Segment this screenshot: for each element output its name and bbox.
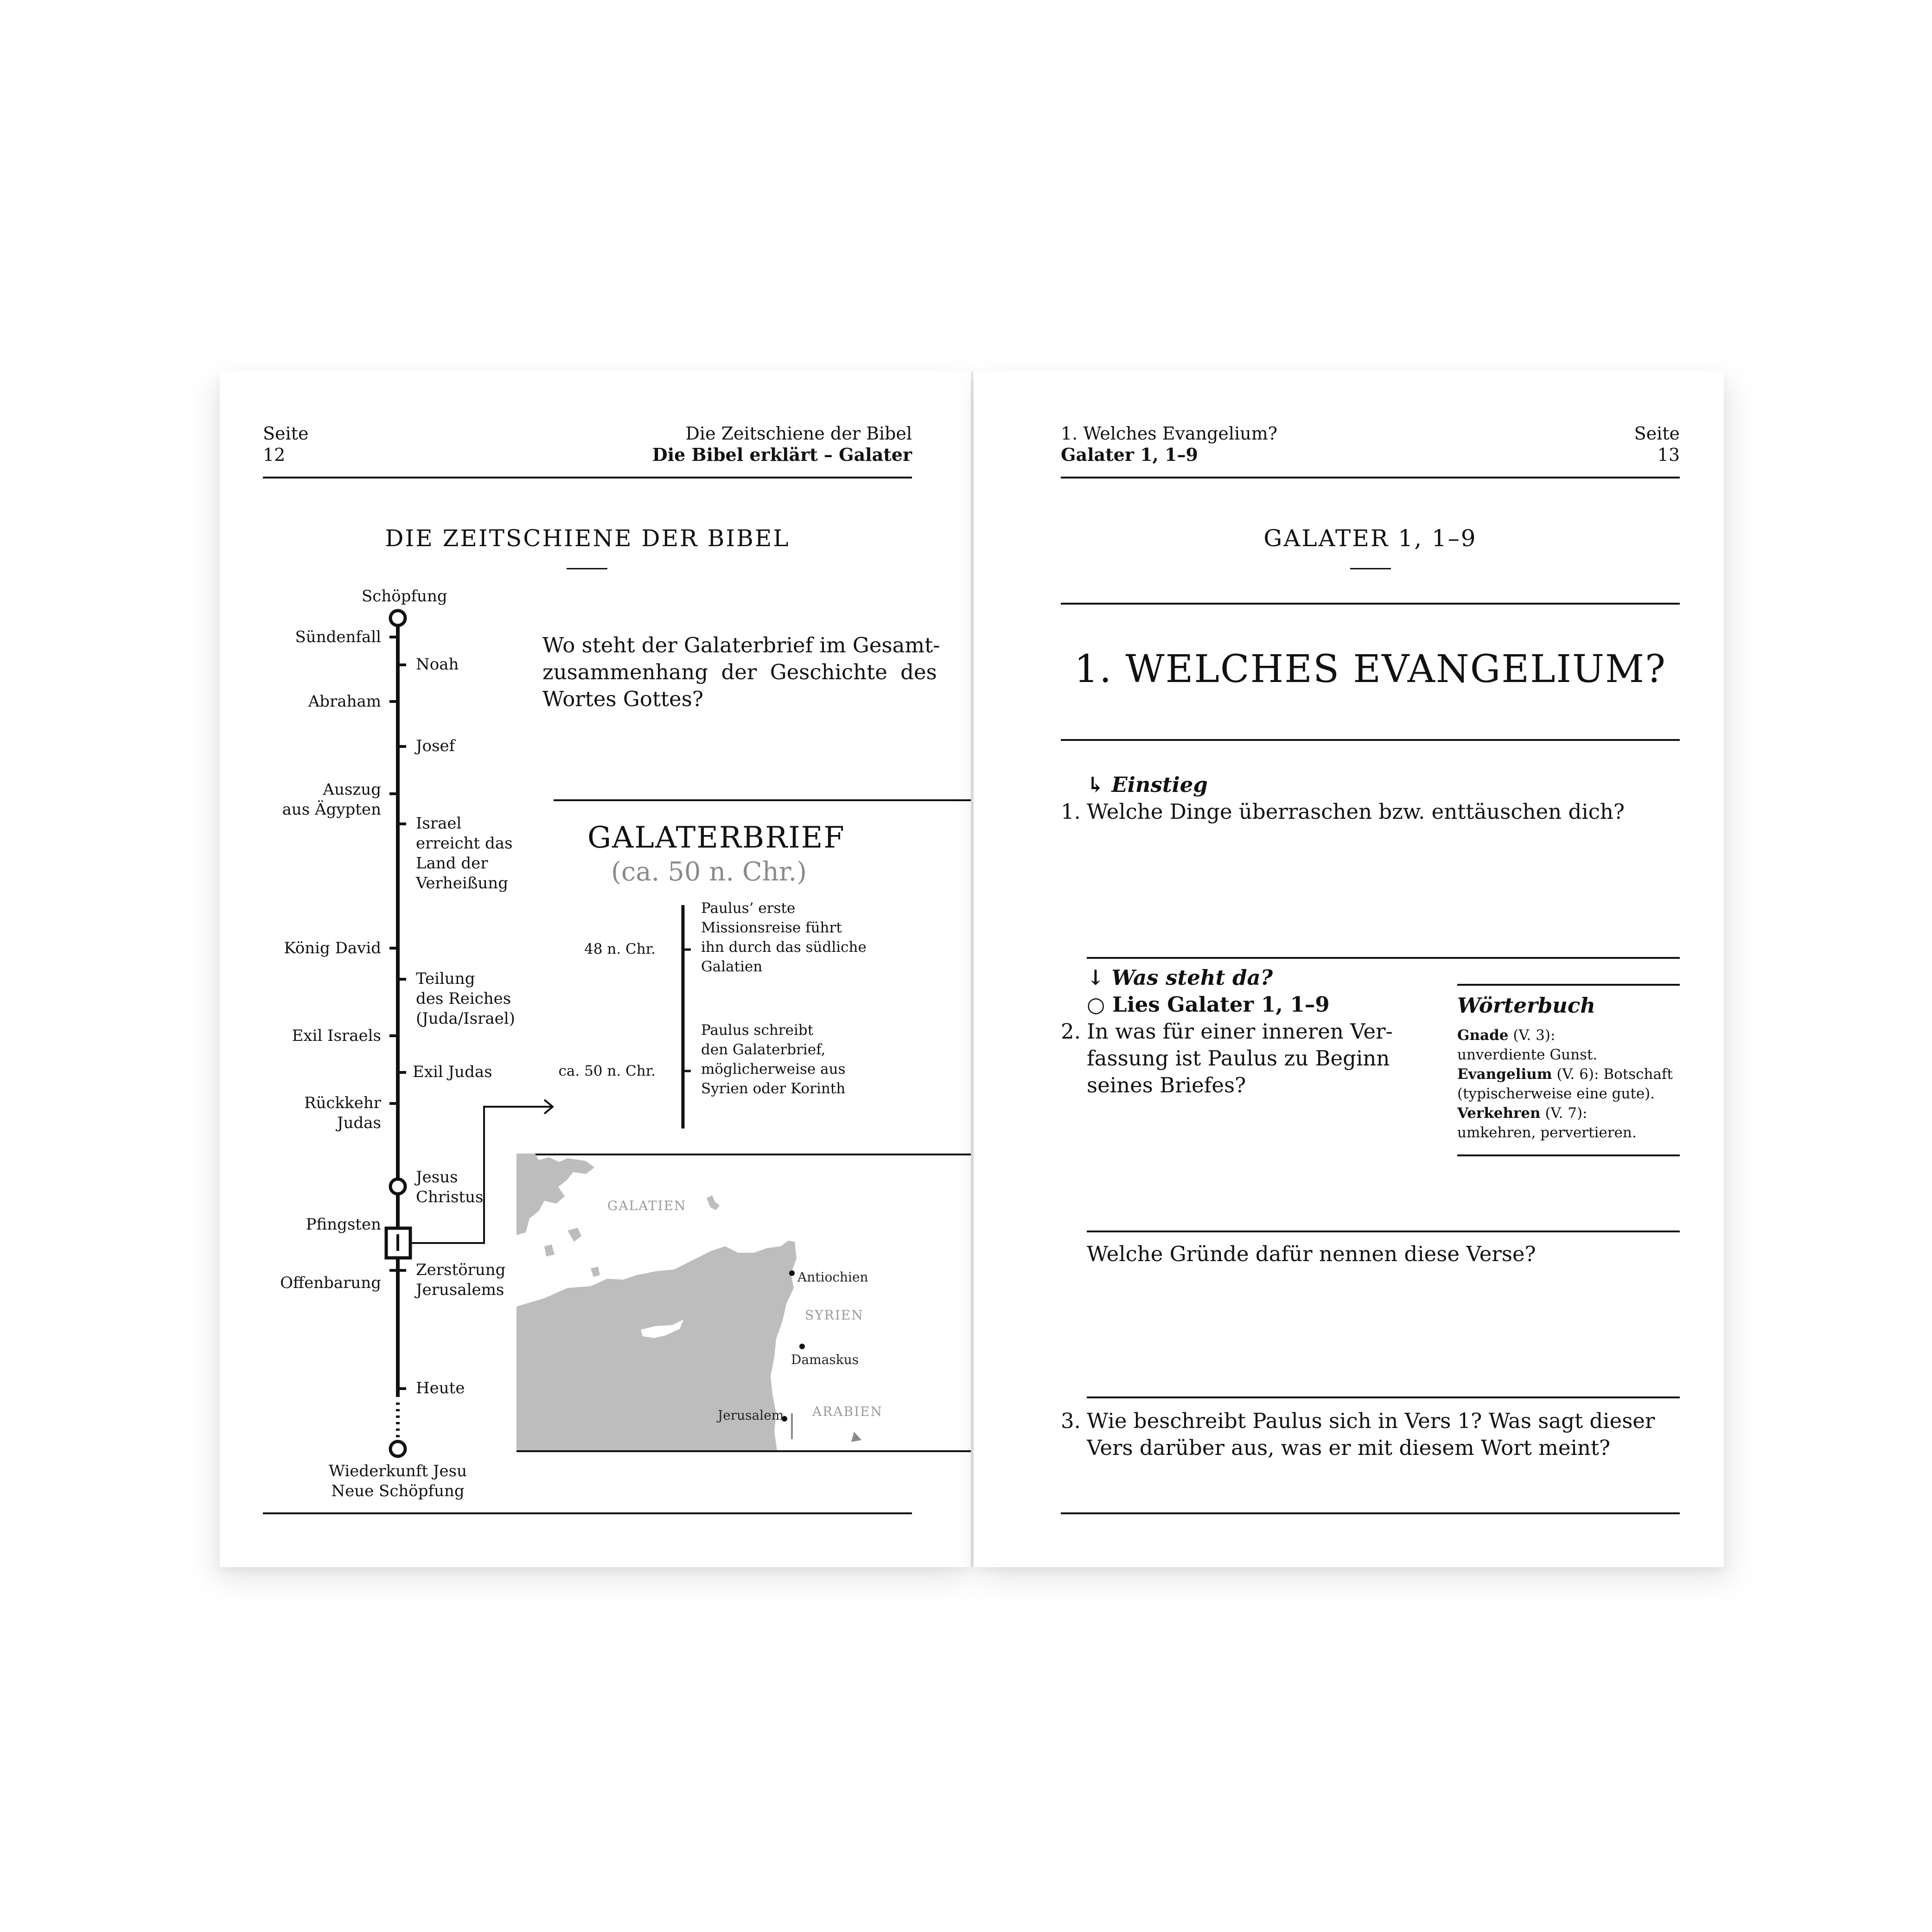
q1-text: Welche Dinge überraschen bzw. enttäuschen dich?: [1087, 799, 1625, 824]
left-page: [220, 371, 971, 1567]
tl-teilung-2: des Reiches: [416, 989, 511, 1008]
woerterbuch-def-3: umkehren, pervertieren.: [1457, 1124, 1637, 1141]
tl-offenbarung: Offenbarung: [280, 1274, 381, 1292]
timeline-bottom-1: Wiederkunft Jesu: [328, 1462, 467, 1480]
tl-noah: Noah: [416, 655, 459, 674]
marker-wiederkunft: [390, 1441, 405, 1456]
reasons-rule: [1087, 1231, 1680, 1232]
woerterbuch-heading: Wörterbuch: [1457, 993, 1596, 1018]
main-title: 1. WELCHES EVANGELIUM?: [1074, 647, 1666, 691]
was-steht-da-heading: ↓ Was steht da?: [1087, 965, 1273, 990]
running-subtitle: Die Bibel erklärt – Galater: [652, 444, 912, 465]
tl-teilung-1: Teilung: [416, 969, 475, 988]
page-number: 13: [1657, 445, 1680, 465]
read-checkbox-label[interactable]: ○ Lies Galater 1, 1–9: [1087, 992, 1330, 1017]
tl-auszug-2: aus Ägypten: [282, 800, 381, 819]
tl-david: König David: [284, 939, 381, 957]
page-label: Seite: [1634, 423, 1680, 444]
footer-rule: [1061, 1512, 1680, 1514]
woerterbuch-entry-3: Verkehren (V. 7):: [1457, 1105, 1588, 1122]
running-subtitle: Galater 1, 1–9: [1061, 444, 1198, 465]
map-city-damaskus: Damaskus: [791, 1352, 859, 1367]
tl-rueckkehr-2: Judas: [337, 1114, 381, 1132]
tl-suendenfall: Sündenfall: [295, 628, 381, 646]
was-steht-da-rule: [1087, 957, 1680, 959]
woerterbuch-top-rule: [1457, 984, 1680, 986]
page-label: Seite: [263, 423, 309, 444]
right-page: [974, 371, 1724, 1567]
tl-pfingsten: Pfingsten: [306, 1215, 381, 1234]
question-line-2: zusammenhang der Geschichte des: [542, 660, 937, 684]
map-label-syrien: SYRIEN: [805, 1307, 864, 1323]
header-rule: [1061, 477, 1680, 478]
page-number: 12: [263, 445, 286, 465]
tl-exil-judas: Exil Judas: [413, 1063, 492, 1081]
event2-line-1: Paulus schreibt: [701, 1022, 814, 1039]
galaterbrief-title: GALATERBRIEF: [587, 821, 845, 855]
tl-israel-1: Israel: [416, 814, 462, 833]
map-city-antiochien: Antiochien: [797, 1269, 868, 1285]
title-top-rule: [1061, 603, 1680, 605]
event1-date: 48 n. Chr.: [584, 941, 656, 957]
tl-zerstoerung-2: Jerusalems: [416, 1281, 504, 1299]
tl-abraham: Abraham: [308, 692, 381, 711]
galaterbrief-date: (ca. 50 n. Chr.): [611, 857, 807, 887]
section-title: GALATER 1, 1–9: [1263, 525, 1477, 552]
event2-line-4: Syrien oder Korinth: [701, 1080, 846, 1097]
q2-line-3: seines Briefes?: [1087, 1073, 1246, 1097]
tl-zerstoerung-1: Zerstörung: [416, 1261, 506, 1279]
tl-heute: Heute: [416, 1379, 465, 1397]
q-reasons: Welche Gründe dafür nennen diese Verse?: [1087, 1242, 1536, 1266]
timeline-top-label: Schöpfung: [362, 587, 447, 606]
tl-israel-2: erreicht das: [416, 834, 513, 853]
tl-teilung-3: (Juda/Israel): [416, 1009, 515, 1028]
event1-line-1: Paulus’ erste: [701, 900, 796, 917]
woerterbuch-bottom-rule: [1457, 1154, 1680, 1156]
timeline-bottom-2: Neue Schöpfung: [331, 1482, 465, 1500]
marker-jesus: [390, 1179, 405, 1194]
einstieg-heading: ↳ Einstieg: [1087, 772, 1208, 797]
q3-line-2: Vers darüber aus, was er mit diesem Wort meint?: [1087, 1435, 1611, 1460]
question-line-3: Wortes Gottes?: [542, 687, 703, 711]
tl-exil-israels: Exil Israels: [292, 1027, 381, 1045]
map-label-galatien: GALATIEN: [607, 1198, 687, 1213]
woerterbuch-def-1: unverdiente Gunst.: [1457, 1046, 1598, 1063]
event1-line-4: Galatien: [701, 958, 763, 975]
event1-line-2: Missionsreise führt: [701, 919, 842, 936]
q3-line-1: Wie beschreibt Paulus sich in Vers 1? Was sagt dieser: [1087, 1409, 1655, 1433]
map-graphic: [516, 1154, 971, 1450]
footer-rule: [263, 1512, 912, 1514]
section-title: DIE ZEITSCHIENE DER BIBEL: [385, 525, 790, 552]
running-title: 1. Welches Evangelium?: [1061, 423, 1278, 444]
map-eastern-mediterranean: [516, 1154, 971, 1450]
q2-line-2: fassung ist Paulus zu Beginn: [1087, 1046, 1390, 1071]
woerterbuch-entry-2: Evangelium (V. 6): Botschaft: [1457, 1066, 1673, 1083]
event1-line-3: ihn durch das südliche: [701, 939, 867, 956]
tl-auszug-1: Auszug: [323, 780, 381, 799]
map-label-arabien: ARABIEN: [812, 1404, 883, 1419]
woerterbuch-entry-1: Gnade (V. 3):: [1457, 1027, 1556, 1044]
running-title: Die Zeitschiene der Bibel: [685, 423, 912, 444]
tl-josef: Josef: [416, 737, 455, 755]
title-bottom-rule: [1061, 739, 1680, 741]
question-line-1: Wo steht der Galaterbrief im Gesamt-: [542, 633, 940, 657]
tl-israel-4: Verheißung: [416, 874, 508, 893]
map-city-jerusalem: Jerusalem: [718, 1408, 784, 1423]
tl-jesus-2: Christus: [416, 1188, 484, 1206]
title-underline: [1350, 568, 1391, 569]
event2-line-3: möglicherweise aus: [701, 1061, 846, 1078]
q1-number: 1.: [1061, 799, 1081, 824]
tl-israel-3: Land der: [416, 854, 488, 873]
q3-rule: [1087, 1396, 1680, 1398]
event2-date: ca. 50 n. Chr.: [558, 1063, 656, 1079]
marker-schoepfung: [390, 611, 405, 625]
q2-line-1: In was für einer inneren Ver-: [1087, 1019, 1393, 1044]
q2-number: 2.: [1061, 1019, 1081, 1044]
q3-number: 3.: [1061, 1409, 1081, 1433]
tl-jesus-1: Jesus: [416, 1168, 458, 1186]
tl-rueckkehr-1: Rückkehr: [304, 1094, 381, 1112]
event2-line-2: den Galaterbrief,: [701, 1041, 826, 1058]
woerterbuch-def-2: (typischerweise eine gute).: [1457, 1085, 1655, 1102]
